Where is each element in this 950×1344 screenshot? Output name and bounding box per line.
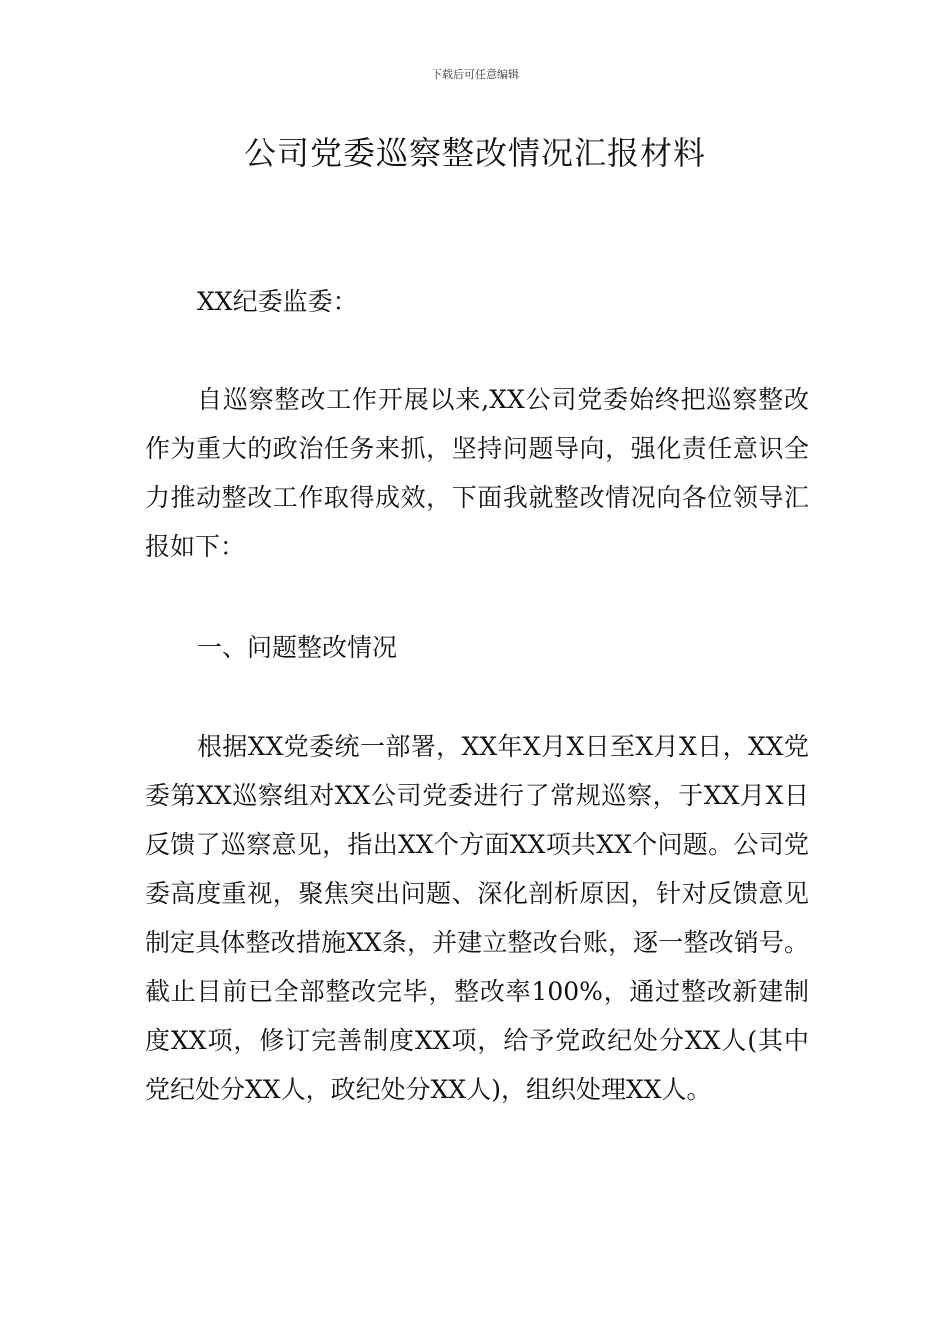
header-note: 下载后可任意编辑 xyxy=(431,68,519,81)
document-title: 公司党委巡察整改情况汇报材料 xyxy=(243,134,706,172)
salutation: XX纪委监委： xyxy=(197,287,358,316)
paragraph-intro: 自巡察整改工作开展以来,XX公司党委始终把巡察整改作为重大的政治任务来抓，坚持问题导向，强化责任意识全力推动整改工作取得成效，下面我就整改情况向各位领导汇报如下： xyxy=(145,385,809,561)
paragraph-rectification: 根据XX党委统一部署，XX年X月X日至X月X日，XX党委第XX巡察组对XX公司党委进行了常规巡察，于XX月X日反馈了巡察意见，指出XX个方面XX项共XX个问题。公司党委高度重视，聚焦突出问题、深化剖析原因，针对反馈意见制定具体整改措施XX条，并建立整改台账，逐一整改销号。截止目前已全部整改完毕，整改率100%，通过整改新建制度XX项，修订完善制度XX项，给予党政纪处分XX人(其中党纪处分XX人，政纪处分XX人)，组织处理XX人。 xyxy=(145,732,809,1104)
section-heading: 一、问题整改情况 xyxy=(197,633,398,662)
